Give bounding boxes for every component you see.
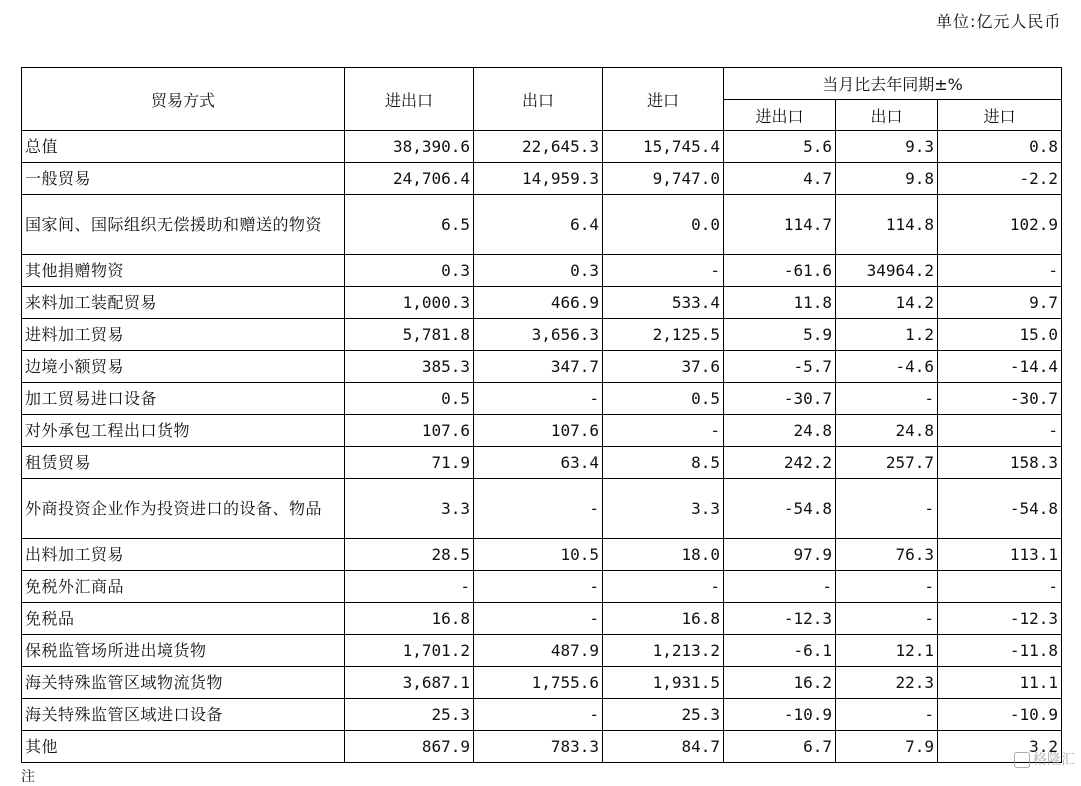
total-cell: 3.3: [345, 479, 474, 539]
export-cell: 107.6: [474, 415, 603, 447]
table-row: [22, 195, 1062, 255]
table-row: [22, 699, 1062, 731]
yoy-import-cell: 158.3: [938, 447, 1062, 479]
table-row: [22, 383, 1062, 415]
yoy-export-cell: 22.3: [836, 667, 938, 699]
total-cell: 6.5: [345, 195, 474, 255]
yoy-export-cell: 7.9: [836, 731, 938, 763]
watermark-label: 格隆汇: [1033, 752, 1075, 768]
import-cell: 1,213.2: [603, 635, 724, 667]
yoy-import-cell: -: [938, 255, 1062, 287]
trade-mode-cell: 其他: [22, 731, 345, 763]
trade-mode-cell: 来料加工装配贸易: [22, 287, 345, 319]
total-cell: 1,701.2: [345, 635, 474, 667]
yoy-import-cell: 0.8: [938, 131, 1062, 163]
yoy-import-cell: -: [938, 571, 1062, 603]
export-cell: 14,959.3: [474, 163, 603, 195]
total-cell: 867.9: [345, 731, 474, 763]
yoy-total-cell: 11.8: [724, 287, 836, 319]
yoy-export-cell: -: [836, 603, 938, 635]
yoy-total-cell: -12.3: [724, 603, 836, 635]
yoy-total-cell: 97.9: [724, 539, 836, 571]
import-cell: 16.8: [603, 603, 724, 635]
yoy-export-cell: 114.8: [836, 195, 938, 255]
table-body: [22, 131, 1062, 763]
export-cell: -: [474, 603, 603, 635]
total-cell: -: [345, 571, 474, 603]
import-cell: -: [603, 571, 724, 603]
yoy-import-cell: 11.1: [938, 667, 1062, 699]
import-cell: 533.4: [603, 287, 724, 319]
table-row: [22, 479, 1062, 539]
footer-note: 注: [21, 769, 35, 785]
header-import: 进口: [603, 68, 724, 131]
trade-mode-cell: 海关特殊监管区域进口设备: [22, 699, 345, 731]
yoy-total-cell: -61.6: [724, 255, 836, 287]
header-total: 进出口: [345, 68, 474, 131]
yoy-total-cell: 24.8: [724, 415, 836, 447]
yoy-import-cell: -: [938, 415, 1062, 447]
import-cell: 0.5: [603, 383, 724, 415]
header-yoy-group: 当月比去年同期±%: [724, 68, 1062, 100]
total-cell: 3,687.1: [345, 667, 474, 699]
total-cell: 5,781.8: [345, 319, 474, 351]
yoy-import-cell: 113.1: [938, 539, 1062, 571]
total-cell: 38,390.6: [345, 131, 474, 163]
yoy-import-cell: 15.0: [938, 319, 1062, 351]
table-row: [22, 667, 1062, 699]
table-row: [22, 415, 1062, 447]
trade-mode-cell: 保税监管场所进出境货物: [22, 635, 345, 667]
total-cell: 25.3: [345, 699, 474, 731]
yoy-import-cell: 102.9: [938, 195, 1062, 255]
trade-mode-cell: 租赁贸易: [22, 447, 345, 479]
logo-icon: [1014, 752, 1030, 768]
yoy-export-cell: -: [836, 699, 938, 731]
trade-mode-cell: 海关特殊监管区域物流货物: [22, 667, 345, 699]
yoy-export-cell: 34964.2: [836, 255, 938, 287]
table-row: [22, 603, 1062, 635]
trade-mode-cell: 对外承包工程出口货物: [22, 415, 345, 447]
yoy-import-cell: 3.2: [938, 731, 1062, 763]
import-cell: 1,931.5: [603, 667, 724, 699]
yoy-total-cell: -30.7: [724, 383, 836, 415]
yoy-export-cell: -4.6: [836, 351, 938, 383]
import-cell: 9,747.0: [603, 163, 724, 195]
trade-mode-cell: 总值: [22, 131, 345, 163]
yoy-export-cell: 257.7: [836, 447, 938, 479]
import-cell: 18.0: [603, 539, 724, 571]
trade-mode-cell: 进料加工贸易: [22, 319, 345, 351]
yoy-import-cell: -12.3: [938, 603, 1062, 635]
yoy-import-cell: -14.4: [938, 351, 1062, 383]
export-cell: -: [474, 479, 603, 539]
header-trade-mode: 贸易方式: [22, 68, 345, 131]
yoy-import-cell: 9.7: [938, 287, 1062, 319]
table-row: [22, 319, 1062, 351]
total-cell: 385.3: [345, 351, 474, 383]
yoy-import-cell: -10.9: [938, 699, 1062, 731]
export-cell: 0.3: [474, 255, 603, 287]
yoy-export-cell: 76.3: [836, 539, 938, 571]
export-cell: 487.9: [474, 635, 603, 667]
yoy-export-cell: 14.2: [836, 287, 938, 319]
yoy-total-cell: 5.6: [724, 131, 836, 163]
import-cell: 15,745.4: [603, 131, 724, 163]
yoy-export-cell: -: [836, 571, 938, 603]
trade-mode-cell: 免税品: [22, 603, 345, 635]
export-cell: 63.4: [474, 447, 603, 479]
import-cell: -: [603, 415, 724, 447]
yoy-import-cell: -11.8: [938, 635, 1062, 667]
table-row: [22, 731, 1062, 763]
yoy-import-cell: -2.2: [938, 163, 1062, 195]
table-row: [22, 635, 1062, 667]
trade-mode-cell: 免税外汇商品: [22, 571, 345, 603]
table-row: [22, 255, 1062, 287]
table-row: [22, 539, 1062, 571]
export-cell: -: [474, 699, 603, 731]
table-row: [22, 571, 1062, 603]
import-cell: 2,125.5: [603, 319, 724, 351]
yoy-import-cell: -30.7: [938, 383, 1062, 415]
import-cell: 37.6: [603, 351, 724, 383]
yoy-total-cell: 4.7: [724, 163, 836, 195]
table-row: [22, 163, 1062, 195]
total-cell: 1,000.3: [345, 287, 474, 319]
trade-table: [21, 67, 1062, 763]
yoy-export-cell: 24.8: [836, 415, 938, 447]
yoy-total-cell: -5.7: [724, 351, 836, 383]
import-cell: 84.7: [603, 731, 724, 763]
import-cell: 0.0: [603, 195, 724, 255]
export-cell: 3,656.3: [474, 319, 603, 351]
yoy-total-cell: -54.8: [724, 479, 836, 539]
import-cell: -: [603, 255, 724, 287]
total-cell: 16.8: [345, 603, 474, 635]
yoy-total-cell: -10.9: [724, 699, 836, 731]
export-cell: 22,645.3: [474, 131, 603, 163]
export-cell: 1,755.6: [474, 667, 603, 699]
yoy-total-cell: 5.9: [724, 319, 836, 351]
yoy-export-cell: 1.2: [836, 319, 938, 351]
yoy-total-cell: -: [724, 571, 836, 603]
export-cell: 466.9: [474, 287, 603, 319]
import-cell: 25.3: [603, 699, 724, 731]
unit-label: 单位:亿元人民币: [936, 12, 1062, 31]
yoy-export-cell: 9.8: [836, 163, 938, 195]
total-cell: 107.6: [345, 415, 474, 447]
yoy-total-cell: 6.7: [724, 731, 836, 763]
table-row: [22, 351, 1062, 383]
total-cell: 0.5: [345, 383, 474, 415]
trade-mode-cell: 外商投资企业作为投资进口的设备、物品: [22, 479, 345, 539]
trade-mode-cell: 国家间、国际组织无偿援助和赠送的物资: [22, 195, 345, 255]
header-yoy-import: 进口: [938, 100, 1062, 131]
trade-mode-cell: 加工贸易进口设备: [22, 383, 345, 415]
yoy-total-cell: 16.2: [724, 667, 836, 699]
table-row: [22, 287, 1062, 319]
yoy-import-cell: -54.8: [938, 479, 1062, 539]
total-cell: 28.5: [345, 539, 474, 571]
export-cell: 783.3: [474, 731, 603, 763]
header-yoy-total: 进出口: [724, 100, 836, 131]
yoy-export-cell: -: [836, 383, 938, 415]
import-cell: 8.5: [603, 447, 724, 479]
export-cell: 10.5: [474, 539, 603, 571]
trade-mode-cell: 一般贸易: [22, 163, 345, 195]
total-cell: 71.9: [345, 447, 474, 479]
total-cell: 0.3: [345, 255, 474, 287]
export-cell: -: [474, 571, 603, 603]
total-cell: 24,706.4: [345, 163, 474, 195]
yoy-export-cell: 12.1: [836, 635, 938, 667]
yoy-total-cell: -6.1: [724, 635, 836, 667]
table-row: [22, 447, 1062, 479]
yoy-total-cell: 242.2: [724, 447, 836, 479]
trade-mode-cell: 出料加工贸易: [22, 539, 345, 571]
import-cell: 3.3: [603, 479, 724, 539]
trade-mode-cell: 边境小额贸易: [22, 351, 345, 383]
export-cell: 6.4: [474, 195, 603, 255]
header-yoy-export: 出口: [836, 100, 938, 131]
yoy-export-cell: -: [836, 479, 938, 539]
export-cell: -: [474, 383, 603, 415]
yoy-total-cell: 114.7: [724, 195, 836, 255]
table-row: [22, 131, 1062, 163]
header-export: 出口: [474, 68, 603, 131]
yoy-export-cell: 9.3: [836, 131, 938, 163]
export-cell: 347.7: [474, 351, 603, 383]
trade-mode-cell: 其他捐赠物资: [22, 255, 345, 287]
watermark: [1014, 749, 1075, 769]
